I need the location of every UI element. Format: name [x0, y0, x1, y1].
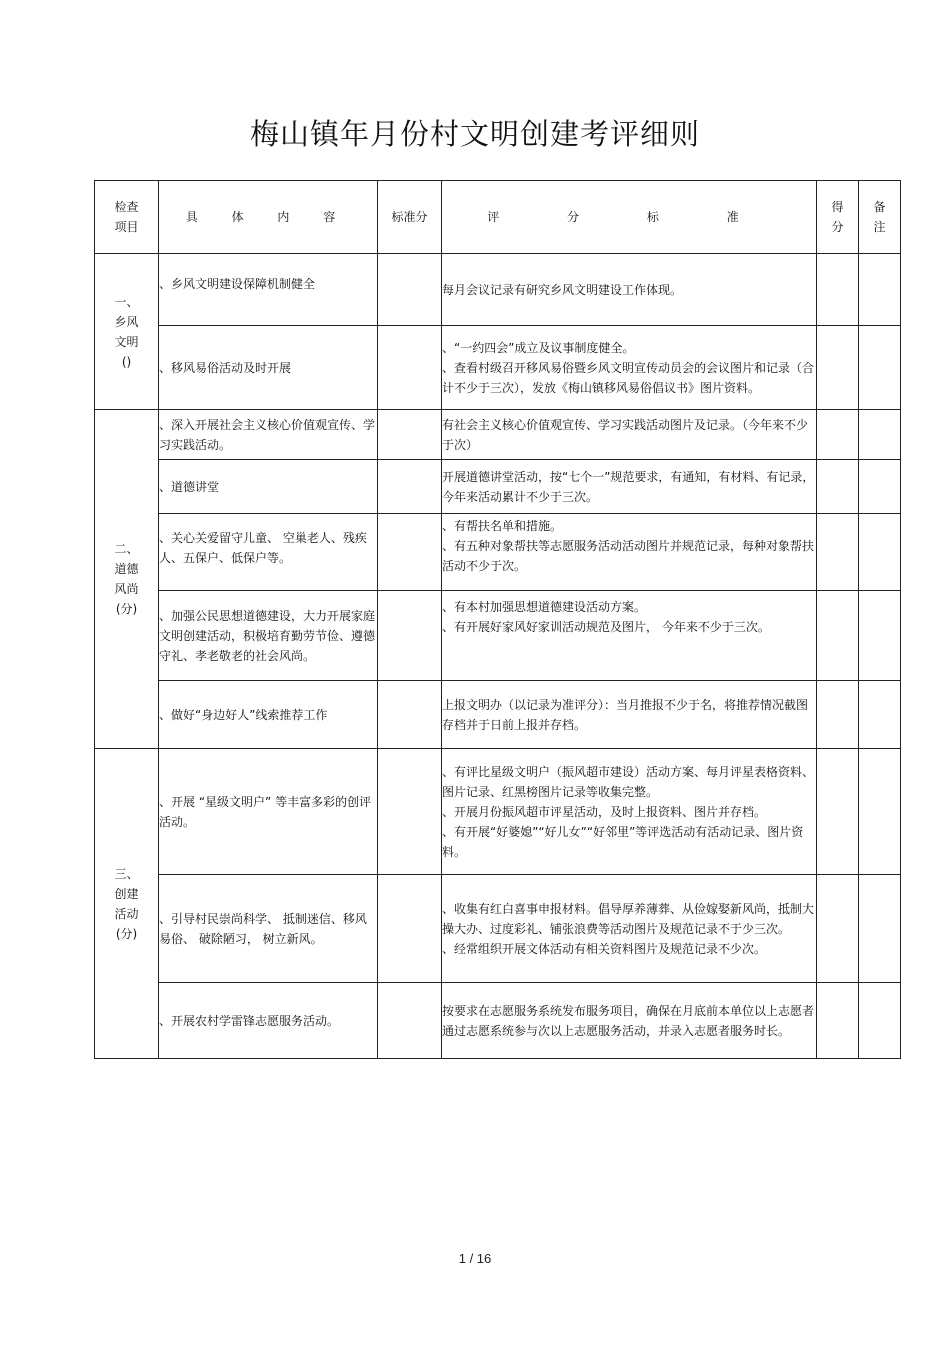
header-score-line: 得	[831, 200, 844, 214]
score-cell	[817, 410, 859, 460]
category-line: ()	[121, 354, 132, 369]
table-row	[95, 875, 901, 983]
table-row	[95, 326, 901, 410]
remark-cell	[859, 591, 901, 681]
criteria-line: 按要求在志愿服务系统发布服务项目，确保在月底前本单位以上志愿者通过志愿系统参与次以上志愿服务活动，并录入志愿者服务时长。	[442, 1003, 815, 1038]
table-row	[95, 460, 901, 514]
category-line: 创建	[114, 886, 139, 901]
category-line: 活动	[114, 906, 139, 921]
criteria-line: 上报文明办（以记录为准评分）：当月推报不少于名，将推荐情况截图存档并于日前上报并存档。	[442, 697, 809, 732]
table-row	[95, 410, 901, 460]
category-line: 三、	[114, 866, 139, 881]
content-cell: 、乡风文明建设保障机制健全	[159, 254, 378, 326]
category-line: 乡风	[114, 314, 139, 329]
header-criteria-label: 评 分 标 准	[487, 210, 771, 224]
score-cell	[817, 875, 859, 983]
criteria-line: 、有五种对象帮扶等志愿服务活动活动图片并规范记录，每种对象帮扶活动不少于次。	[442, 539, 815, 573]
criteria-cell	[442, 681, 817, 749]
category-line: 文明	[114, 334, 139, 349]
content-cell: 、深入开展社会主义核心价值观宣传、学习实践活动。	[159, 410, 378, 460]
table-row	[95, 749, 901, 875]
header-remark-line: 注	[873, 220, 886, 234]
content-cell: 、做好“身边好人”线索推荐工作	[159, 681, 378, 749]
remark-cell	[859, 749, 901, 875]
header-score	[817, 181, 859, 254]
category-line: 一、	[114, 294, 139, 309]
header-content-label: 具 体 内 容	[185, 210, 351, 224]
header-item	[95, 181, 159, 254]
criteria-cell	[442, 875, 817, 983]
standard-cell	[378, 254, 442, 326]
standard-cell	[378, 875, 442, 983]
header-row	[95, 181, 901, 254]
category-cell	[95, 749, 159, 1059]
category-line: 道德	[114, 562, 139, 576]
header-item-line: 检查	[114, 200, 139, 214]
remark-cell	[859, 681, 901, 749]
header-remark-line: 备	[873, 200, 886, 214]
standard-cell	[378, 591, 442, 681]
category-line: (分)	[115, 602, 138, 616]
table-row	[95, 514, 901, 591]
header-score-line: 分	[831, 220, 844, 234]
criteria-cell	[442, 410, 817, 460]
score-cell	[817, 514, 859, 591]
category-line: (分)	[115, 926, 138, 941]
category-cell	[95, 254, 159, 410]
score-cell	[817, 591, 859, 681]
standard-cell	[378, 514, 442, 591]
header-item-line: 项目	[114, 220, 139, 234]
content-cell: 、开展 “星级文明户” 等丰富多彩的创评活动。	[159, 749, 378, 875]
remark-cell	[859, 326, 901, 410]
criteria-line: 、有开展“好婆媳”“好儿女”“好邻里”等评选活动有活动记录、图片资料。	[442, 824, 804, 859]
category-line: 风尚	[114, 582, 139, 596]
criteria-line: 、开展月份振风超市评星活动，及时上报资料、图片并存档。	[442, 804, 767, 819]
content-cell: 、开展农村学雷锋志愿服务活动。	[159, 983, 378, 1059]
score-cell	[817, 326, 859, 410]
criteria-cell	[442, 983, 817, 1059]
criteria-line: 、经常组织开展文体活动有相关资料图片及规范记录不少次。	[442, 941, 767, 956]
criteria-line: 每月会议记录有研究乡风文明建设工作体现。	[442, 282, 683, 297]
score-cell	[817, 749, 859, 875]
score-cell	[817, 254, 859, 326]
score-cell	[817, 983, 859, 1059]
content-cell: 、道德讲堂	[159, 460, 378, 514]
table-row	[95, 591, 901, 681]
header-criteria	[442, 181, 817, 254]
table-row	[95, 983, 901, 1059]
standard-cell	[378, 460, 442, 514]
header-standard-label: 标准分	[391, 210, 428, 224]
score-cell	[817, 681, 859, 749]
evaluation-table	[94, 180, 901, 1059]
criteria-line: 、有开展好家风好家训活动规范及图片， 今年来不少于三次。	[442, 620, 770, 634]
criteria-line: 开展道德讲堂活动，按“七个一”规范要求，有通知，有材料、有记录，今年来活动累计不少于三次。	[442, 469, 815, 504]
content-cell: 、加强公民思想道德建设，大力开展家庭文明创建活动，积极培育勤劳节俭、遵德守礼、孝老敬老的社会风尚。	[159, 591, 378, 681]
criteria-cell	[442, 749, 817, 875]
table-row	[95, 681, 901, 749]
header-standard	[378, 181, 442, 254]
standard-cell	[378, 749, 442, 875]
header-remark	[859, 181, 901, 254]
remark-cell	[859, 983, 901, 1059]
criteria-cell	[442, 591, 817, 681]
criteria-line: 有社会主义核心价值观宣传、学习实践活动图片及记录。（今年来不少于次）	[442, 417, 809, 452]
table-row	[95, 254, 901, 326]
standard-cell	[378, 326, 442, 410]
content-cell: 、移风易俗活动及时开展	[159, 326, 378, 410]
criteria-cell	[442, 326, 817, 410]
header-content	[159, 181, 378, 254]
score-cell	[817, 460, 859, 514]
criteria-line: 、查看村级召开移风易俗暨乡风文明宣传动员会的会议图片和记录（合计不少于三次），发放《梅山镇移风易俗倡议书》图片资料。	[442, 360, 815, 395]
category-cell	[95, 410, 159, 749]
remark-cell	[859, 875, 901, 983]
criteria-line: 、收集有红白喜事申报材料。倡导厚养薄葬、从俭嫁娶新风尚，抵制大操大办、过度彩礼、铺张浪费等活动图片及规范记录不于少三次。	[442, 901, 815, 936]
criteria-line: 、有本村加强思想道德建设活动方案。	[442, 600, 647, 614]
criteria-line: 、有评比星级文明户（振风超市建设）活动方案、每月评星表格资料、图片记录、红黑榜图片记录等收集完整。	[442, 764, 815, 799]
category-line: 二、	[114, 542, 139, 556]
criteria-line: 、有帮扶名单和措施。	[442, 519, 563, 533]
remark-cell	[859, 254, 901, 326]
page-title: 梅山镇年月份村文明创建考评细则	[249, 117, 700, 151]
content-cell: 、引导村民崇尚科学、 抵制迷信、移风易俗、 破除陋习， 树立新风。	[159, 875, 378, 983]
remark-cell	[859, 410, 901, 460]
content-cell: 、关心关爱留守儿童、 空巢老人、残疾人、五保户、低保户等。	[159, 514, 378, 591]
criteria-cell	[442, 254, 817, 326]
criteria-line: 、“一约四会”成立及议事制度健全。	[442, 340, 635, 355]
standard-cell	[378, 983, 442, 1059]
remark-cell	[859, 460, 901, 514]
standard-cell	[378, 681, 442, 749]
remark-cell	[859, 514, 901, 591]
criteria-cell	[442, 460, 817, 514]
page-number: 1 / 16	[458, 1251, 492, 1266]
standard-cell	[378, 410, 442, 460]
criteria-cell	[442, 514, 817, 591]
